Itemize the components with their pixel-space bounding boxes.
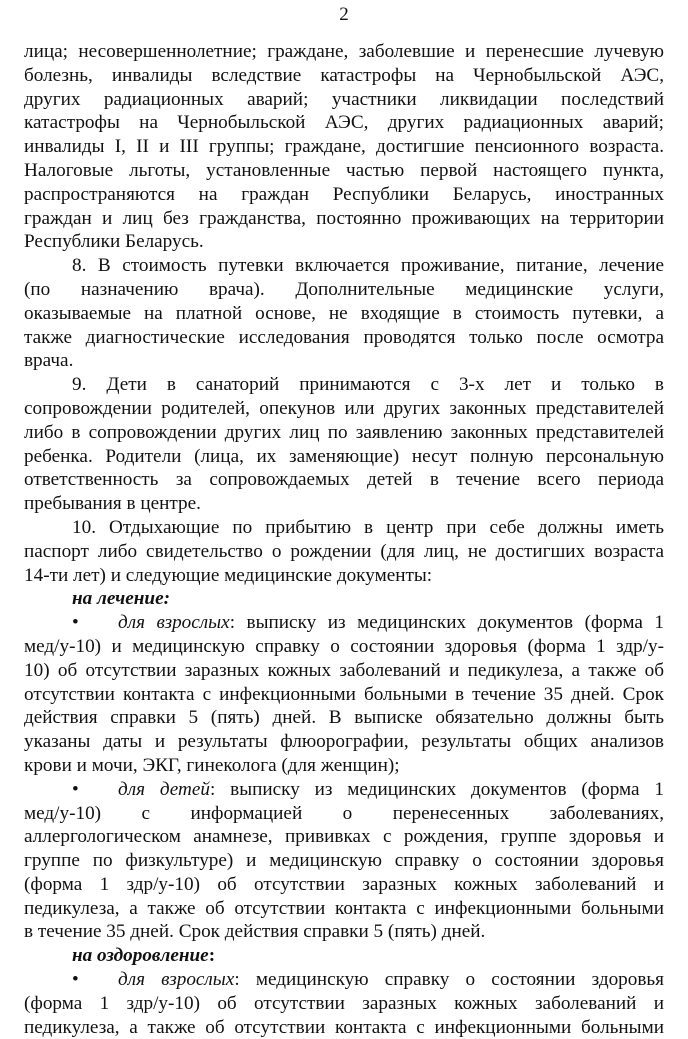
text-line: также диагностические исследования проводятся только после осмотра bbox=[24, 326, 664, 348]
item-text: : выписку из медицинских документов (форма 1 bbox=[229, 612, 664, 634]
text-line: Налоговые льготы, установленные частью первой настоящего пункта, bbox=[24, 159, 664, 181]
text-line: пребывания в центре. bbox=[24, 493, 201, 515]
paragraph-tax-benefits bbox=[24, 40, 664, 254]
text-line: 9. Дети в санаторий принимаются с 3-х лет и только в bbox=[72, 374, 664, 396]
text-line: лица; несовершеннолетние; граждане, заболевшие и перенесшие лучевую bbox=[24, 41, 664, 62]
text-line: указаны даты и результаты флюорографии, результаты общих анализов bbox=[24, 731, 664, 753]
section-heading-text: на оздоровление bbox=[72, 945, 209, 967]
section-heading bbox=[24, 944, 664, 968]
text-line: болезнь, инвалиды вследствие катастрофы на Чернобыльской АЭС, bbox=[24, 64, 664, 86]
text-line: ответственность за сопровождаемых детей в течение всего периода bbox=[24, 469, 664, 491]
bullet-icon: • bbox=[72, 969, 79, 991]
bullet-line bbox=[24, 968, 664, 992]
text-line: (форма 1 здр/у-10) об отсутствии заразных кожных заболеваний и bbox=[24, 873, 664, 895]
text-line: 10) об отсутствии заразных кожных заболеваний и педикулеза, а также об bbox=[24, 659, 664, 681]
text-line: сопровождении родителей, опекунов или других законных представителей bbox=[24, 397, 664, 419]
section-heading-colon: : bbox=[208, 945, 216, 967]
text-line: мед/у-10) и медицинскую справку о состоянии здоровья (форма 1 здр/у- bbox=[24, 635, 664, 657]
text-line: педикулеза, а также об отсутствии контакта с инфекционными больными bbox=[24, 897, 664, 919]
text-line: ребенка. Родители (лица, их заменяющие) несут полную персональную bbox=[24, 445, 664, 467]
bullet-line bbox=[24, 611, 664, 635]
paragraph-item-8 bbox=[24, 254, 664, 373]
item-text: : выписку из медицинских документов (форма 1 bbox=[209, 778, 664, 800]
section-heading: на лечение: bbox=[72, 588, 170, 610]
text-line: отсутствии контакта с инфекционными больными в течение 35 дней. Срок bbox=[24, 683, 664, 705]
item-text: : медицинскую справку о состоянии здоровья bbox=[234, 969, 664, 991]
section-treatment bbox=[24, 587, 664, 944]
text-line: аллергологическом анамнезе, прививках с рождения, группе здоровья и bbox=[24, 826, 664, 848]
text-line: 10. Отдыхающие по прибытию в центр при себе должны иметь bbox=[72, 516, 664, 538]
paragraph-item-10 bbox=[24, 516, 664, 587]
text-line: Республики Беларусь. bbox=[24, 231, 204, 253]
text-line: в течение 35 дней. Срок действия справки 5 (пять) дней. bbox=[24, 921, 486, 943]
text-line: группе по физкультуре) и медицинскую справку о состоянии здоровья bbox=[24, 850, 664, 872]
text-line: (форма 1 здр/у-10) об отсутствии заразных кожных заболеваний и bbox=[24, 992, 664, 1014]
bullet-icon: • bbox=[72, 612, 79, 634]
item-label: для взрослых bbox=[118, 969, 235, 991]
list-item-adults bbox=[24, 611, 664, 778]
text-line: крови и мочи, ЭКГ, гинеколога (для женщин); bbox=[24, 754, 400, 776]
text-line: паспорт либо свидетельство о рождении (для лиц, не достигших возраста bbox=[24, 540, 664, 562]
text-line: распространяются на граждан Республики Беларусь, иностранных bbox=[24, 183, 664, 205]
text-line: врача. bbox=[24, 350, 74, 372]
page-number: 2 bbox=[339, 4, 349, 25]
item-label: для детей bbox=[118, 778, 210, 800]
text-line: граждан и лиц без гражданства, постоянно проживающих на территории bbox=[24, 207, 664, 229]
text-line: педикулеза, а также об отсутствии контакта с инфекционными больными bbox=[24, 1016, 664, 1038]
text-line: других радиационных аварий; участники ликвидации последствий bbox=[24, 88, 664, 110]
paragraph-item-9 bbox=[24, 373, 664, 516]
text-line: 8. В стоимость путевки включается проживание, питание, лечение bbox=[72, 255, 664, 277]
text-line: действия справки 5 (пять) дней. В выписке обязательно должны быть bbox=[24, 707, 664, 729]
list-item-children bbox=[24, 778, 664, 945]
text-line: либо в сопровождении других лиц по заявлению законных представителей bbox=[24, 421, 664, 443]
bullet-icon: • bbox=[72, 778, 79, 800]
text-line: катастрофы на Чернобыльской АЭС, других радиационных аварий; bbox=[24, 112, 664, 134]
list-item-adults bbox=[24, 968, 664, 1039]
bullet-line bbox=[24, 778, 664, 802]
text-line: оказываемые на платной основе, не входящие в стоимость путевки, а bbox=[24, 302, 664, 324]
text-line: мед/у-10) с информацией о перенесенных заболеваниях, bbox=[24, 802, 664, 824]
item-label: для взрослых bbox=[118, 612, 230, 634]
section-recovery bbox=[24, 944, 664, 1039]
document-body bbox=[24, 40, 664, 1039]
text-line: (по назначению врача). Дополнительные медицинские услуги, bbox=[24, 278, 664, 300]
text-line: 14-ти лет) и следующие медицинские документы: bbox=[24, 564, 433, 586]
text-line: инвалиды I, II и III группы; граждане, достигшие пенсионного возраста. bbox=[24, 136, 664, 158]
